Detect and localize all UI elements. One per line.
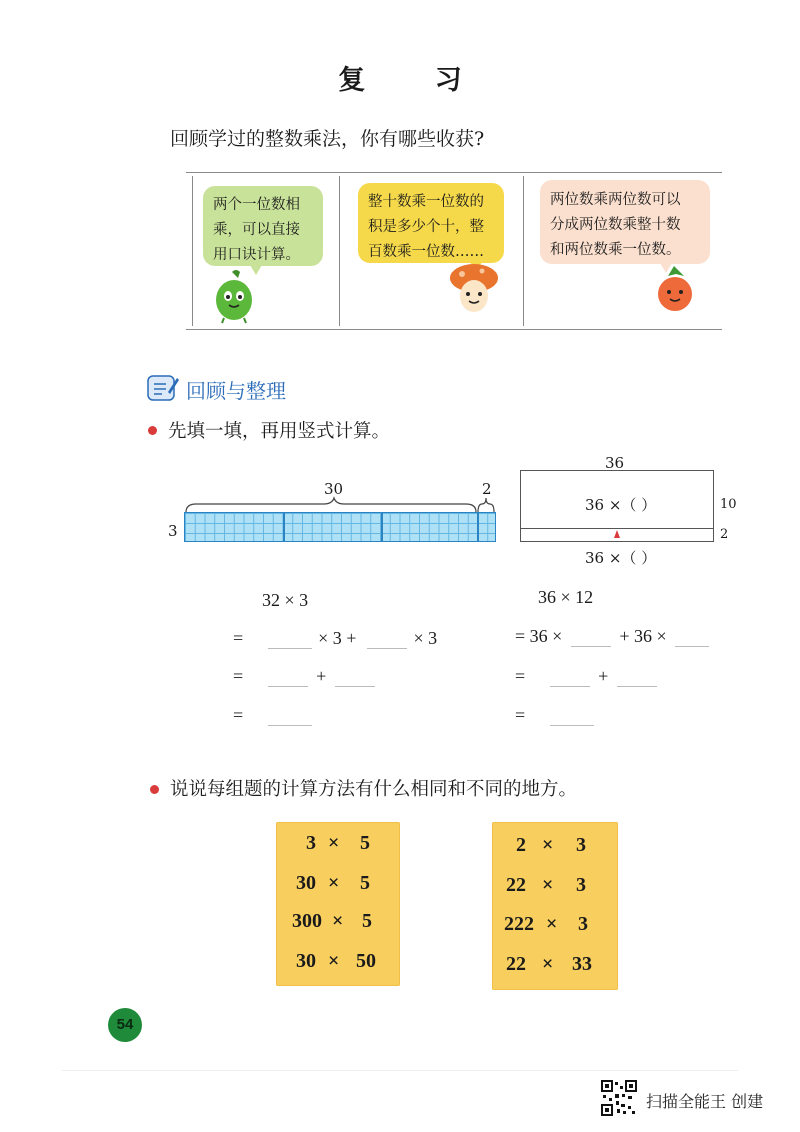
answer-blank[interactable] [571,628,611,647]
calc-left-expression: 32 × 3 [262,590,309,610]
answer-blank[interactable] [550,707,594,726]
exercise-card-right: 2 × 3 22 × 3 222 × 3 22 × 33 [492,822,618,990]
mushroom-character-icon [446,262,502,316]
grid-label-30: 30 [324,480,344,498]
equals-sign: = [233,666,244,686]
exercise-card-left: 3 × 5 30 × 5 300 × 5 30 × 50 [276,822,400,986]
bubble-line: 分成两位数乘整十数 [550,217,681,233]
calc-right-step2 [515,666,657,687]
panel-top-line [186,172,722,173]
bubble-line: 积是多少个十，整 [368,219,484,235]
page-title: 复 习 [338,65,492,96]
bubble-line: 和两位数乘一位数。 [550,242,681,258]
grid-label-3: 3 [168,522,178,540]
speech-bubble-3 [540,180,710,264]
grid-bar [184,512,496,542]
answer-blank[interactable] [268,630,312,649]
answer-blank[interactable] [268,707,312,726]
grid-section-line [381,512,383,542]
calc-left-step2 [233,666,375,687]
rect-bottom-label: 36 ×（ ） [585,549,657,567]
tomato-character-icon [652,264,698,316]
equals-sign: = [233,705,244,725]
calc-left-step1 [233,628,437,649]
page-number-badge: 54 [108,1008,142,1042]
task-instruction-2: 说说每组题的计算方法有什么相同和不同的地方。 [170,779,578,800]
rect-right-label-2: 2 [720,527,729,542]
bullet-dot [150,785,159,794]
calc-text: × 3 [413,628,438,648]
plus-sign: + [316,666,327,686]
pepper-character-icon [208,268,260,324]
rect-right-label-10: 10 [720,497,737,512]
calc-right-step3 [515,705,594,726]
calc-right-expression: 36 × 12 [538,587,594,607]
calc-right-step1 [515,626,709,647]
answer-blank[interactable] [675,628,709,647]
task-instruction-1: 先填一填，再用竖式计算。 [168,421,391,442]
rect-inner-label: 36 ×（ ） [585,496,657,514]
bullet-dot [148,426,157,435]
plus-sign: + [598,666,609,686]
calc-text: × 3 + [318,628,357,648]
answer-blank[interactable] [550,668,590,687]
panel-bottom-line [186,329,722,330]
bubble-line: 百数乘一位数…… [368,244,484,260]
bubble-line: 乘，可以直接 [213,222,300,238]
grid-label-2: 2 [482,480,492,498]
panel-divider-left [192,176,193,326]
bubble-line: 用口诀计算。 [213,247,300,263]
bubble-line: 整十数乘一位数的 [368,194,484,210]
speech-bubble-2 [358,183,504,263]
red-arrow-icon [614,530,620,538]
grid-section-line [283,512,285,542]
pencil-notebook-icon [146,372,180,402]
rect-top-label: 36 [605,454,625,472]
calc-text: = 36 × [515,626,563,646]
panel-divider-2 [523,176,524,326]
answer-blank[interactable] [367,630,407,649]
qr-code-icon [601,1080,637,1116]
bubble-line: 两个一位数相 [213,197,300,213]
equals-sign: = [233,628,244,648]
equals-sign: = [515,705,526,725]
section-title: 回顾与整理 [186,379,286,403]
footer-divider [62,1070,738,1071]
equals-sign: = [515,666,526,686]
answer-blank[interactable] [335,668,375,687]
calc-text: + 36 × [619,626,667,646]
intro-question: 回顾学过的整数乘法，你有哪些收获? [170,128,485,150]
panel-divider-1 [339,176,340,326]
calc-left-step3 [233,705,312,726]
speech-bubble-1 [203,186,323,266]
bubble-line: 两位数乘两位数可以 [550,192,681,208]
watermark-text: 扫描全能王 创建 [646,1092,764,1111]
answer-blank[interactable] [617,668,657,687]
grid-section-line [477,512,479,542]
answer-blank[interactable] [268,668,308,687]
